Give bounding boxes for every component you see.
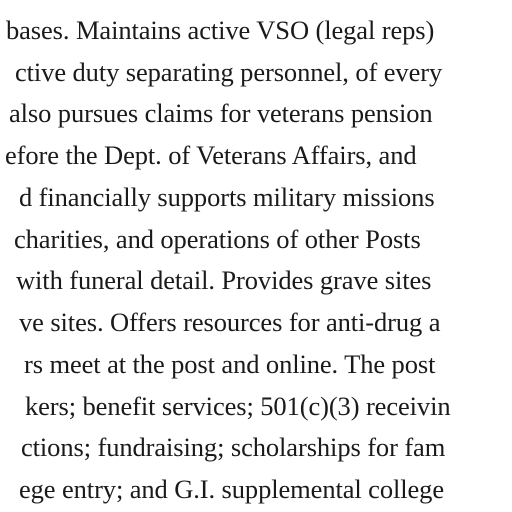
text-line-4: efore the Dept. of Veterans Affairs, and bbox=[5, 140, 417, 170]
text-line-3: also pursues claims for veterans pension bbox=[9, 98, 433, 128]
text-line-10: kers; benefit services; 501(c)(3) receivin bbox=[25, 391, 451, 421]
text-line-6: charities, and operations of other Posts bbox=[14, 224, 421, 254]
text-line-7: with funeral detail. Provides grave sites bbox=[16, 265, 432, 295]
text-line-5: d financially supports military missions bbox=[19, 182, 435, 212]
text-line-9: rs meet at the post and online. The post bbox=[24, 349, 436, 379]
text-line-12: ege entry; and G.I. supplemental college bbox=[19, 474, 444, 504]
text-line-11: ctions; fundraising; scholarships for fam bbox=[21, 432, 446, 462]
text-line-1: bases. Maintains active VSO (legal reps) bbox=[6, 15, 435, 45]
text-line-2: ctive duty separating personnel, of every bbox=[15, 57, 443, 87]
text-line-8: ve sites. Offers resources for anti-drug a bbox=[19, 307, 441, 337]
